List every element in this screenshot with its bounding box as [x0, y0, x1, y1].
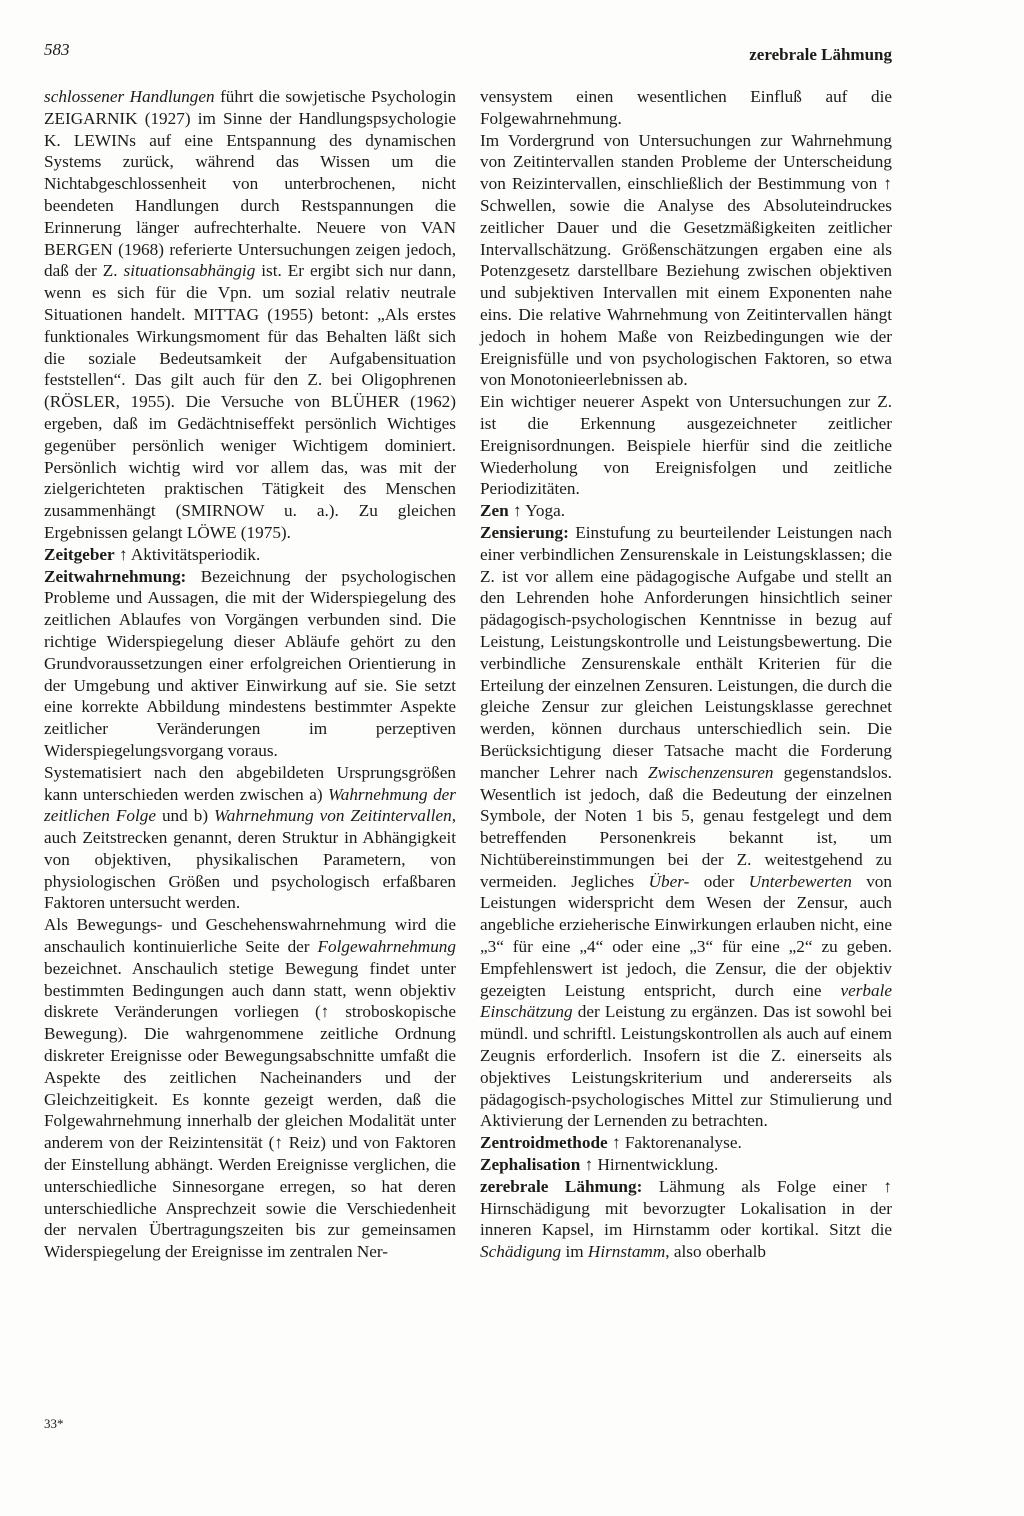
page-number: 583	[44, 40, 70, 59]
entry-zeitwahrnehmung: Zeitwahrnehmung: Bezeichnung der psychologischen Probleme und Aussagen, die mit der Widerspiegelung des zeitlichen Ablaufes von Vorgängen verbunden sind. Die richtige Widerspiegelung dieser Abläufe gehört zu den Grundvoraussetzungen einer erfolgreichen Orientierung in der Umgebung und aktiver Einwirkung auf sie. Sie setzt eine korrekte Abbildung mindestens bestimmter Aspekte zeitlicher Veränderungen im perzeptiven Widerspiegelungsvorgang voraus.	[44, 566, 456, 760]
paragraph-zeitintervalle: Im Vordergrund von Untersuchungen zur Wahrnehmung von Zeitintervallen standen Probleme der Unterscheidung von Reizintervallen, einschließlich der Bestimmung von ↑ Schwellen, sowie die Analyse des Absoluteindruckes zeitlicher Dauer und die Gesetzmäßigkeiten zeitlicher Intervallschätzung. Größenschätzungen ergaben eine als Potenzgesetz darstellbare Beziehung zwischen objektiven und subjektiven Intervallen mit einem Exponenten nahe eins. Die relative Wahrnehmung von Zeitintervallen hängt jedoch in hohem Maße von Reizbedingungen wie der Ereignisfülle und von psychologischen Faktoren, so etwa von Monotonieerlebnissen ab.	[480, 130, 892, 390]
right-column	[480, 86, 892, 1263]
paragraph-ereignisordnungen: Ein wichtiger neuerer Aspekt von Untersuchungen zur Z. ist die Erkennung ausgezeichneter zeitlicher Ereignisordnungen. Beispiele hierfür sind die zeitliche Wiederholung von Ereignisfolgen und zeitliche Periodizitäten.	[480, 392, 892, 499]
paragraph-bewegung: Als Bewegungs- und Geschehenswahrnehmung wird die anschaulich kontinuierliche Seite der Folgewahrnehmung bezeichnet. Anschaulich stetige Bewegung findet unter bestimmten Bedingungen auch dann statt, wenn objektiv diskrete Veränderungen vorliegen (↑ stroboskopische Bewegung). Die wahrgenommene zeitliche Ordnung diskreter Ereignisse oder Bewegungsabschnitte umfaßt die Aspekte des zeitlichen Nacheinanders und der Gleichzeitigkeit. Es konnte gezeigt werden, daß die Folgewahrnehmung innerhalb der gleichen Modalität unter anderem von der Reizintensität (↑ Reiz) und von Faktoren der Einstellung abhängt. Werden Ereignisse verglichen, die unterschiedliche Sinnesorgane erregen, so hat deren unterschiedliche Ansprechzeit sowie die Verschiedenheit der nervalen Übertragungszeiten bis zur gemeinsamen Widerspiegelung der Ereignisse im zentralen Ner-	[44, 915, 456, 1262]
paragraph-continuation: vensystem einen wesentlichen Einfluß auf die Folgewahrnehmung.	[480, 87, 892, 128]
running-head: zerebrale Lähmung	[749, 45, 892, 64]
entry-zensierung: Zensierung: Einstufung zu beurteilender Leistungen nach einer verbindlichen Zensurenskale in Leistungsklassen; die Z. ist vor allem eine pädagogische Aufgabe und stellt an den Lehrenden hohe Anforderungen hinsichtlich seiner pädagogisch-psychologischen Kenntnisse in bezug auf Leistung, Leistungskontrolle und Leistungsbewertung. Die verbindliche Zensurenskale enthält Kriterien für die Erteilung der einzelnen Zensuren. Leistungen, die durch die gleiche Zensur zur gleichen Leistungsklasse gerechnet werden, können durchaus unterschiedlich sein. Die Berücksichtigung dieser Tatsache macht die Forderung mancher Lehrer nach Zwischenzensuren gegenstandslos. Wesentlich ist jedoch, daß die Bedeutung der einzelnen Symbole, der Noten 1 bis 5, genau festgelegt und dem betreffenden Personenkreis bekannt ist, um Nichtübereinstimmungen bei der Z. weitestgehend zu vermeiden. Jegliches Über- oder Unterbewerten von Leistungen widerspricht dem Wesen der Zensur, auch angebliche erzieherische Einwirkungen erlauben nicht, eine „3“ für eine „4“ oder eine „3“ für eine „2“ zu geben. Empfehlenswert ist jedoch, die Zensur, die der objektiv gezeigten Leistung entspricht, durch eine verbale Einschätzung der Leistung zu ergänzen. Das ist sowohl bei mündl. und schriftl. Leistungskontrollen als auch auf einem Zeugnis erforderlich. Insofern ist die Z. einerseits als objektives Leistungskriterium und andererseits als pädagogisch-psychologisches Mittel zur Stimulierung und Aktivierung der Lernenden zu betrachten.	[480, 522, 892, 1131]
entry-zeitgeber: Zeitgeber ↑ Aktivitätsperiodik.	[44, 544, 261, 564]
entry-zephalisation: Zephalisation ↑ Hirnentwicklung.	[480, 1155, 719, 1175]
paragraph-zeigarnik: schlossener Handlungen führt die sowjetische Psychologin ZEIGARNIK (1927) im Sinne der Handlungspsychologie K. LEWINs auf eine Entspannung des dynamischen Systems zurück, während das Wissen um die Nichtabgeschlossenheit von unterbrochenen, nicht beendeten Handlungen durch Restspannungen die Erinnerung länger aufrechterhalte. Neuere von VAN BERGEN (1968) referierte Untersuchungen zeigen jedoch, daß der Z. situationsabhängig ist. Er ergibt sich nur dann, wenn es sich für die Vpn. um sozial relativ neutrale Situationen handelt. MITTAG (1955) betont: „Als erstes funktionales Wirkungsmoment für das Behalten läßt sich die soziale Bedeutsamkeit der Aufgabensituation feststellen“. Das gilt auch für den Z. bei Oligophrenen (RÖSLER, 1955). Die Versuche von BLÜHER (1962) ergeben, daß im Gedächtniseffekt persönlich Wichtiges gegenüber persönlich weniger Wichtigem dominiert. Persönlich wichtig wird vor allem das, was mit der zielgerichteten praktischen Tätigkeit des Menschen zusammenhängt (SMIRNOW u. a.). Zu gleichen Ergebnissen gelangt LÖWE (1975).	[44, 87, 457, 542]
signature-mark: 33*	[44, 1416, 64, 1431]
entry-zen: Zen ↑ Yoga.	[480, 501, 566, 521]
entry-zerebrale-laehmung: zerebrale Lähmung: Lähmung als Folge einer ↑ Hirnschädigung mit bevorzugter Lokalisation in der inneren Kapsel, im Hirnstamm oder kortikal. Sitzt die Schädigung im Hirnstamm, also oberhalb	[480, 1176, 892, 1262]
left-column	[44, 86, 456, 1263]
entry-zentroidmethode: Zentroidmethode ↑ Faktorenanalyse.	[480, 1133, 742, 1153]
paragraph-systematisiert: Systematisiert nach den abgebildeten Ursprungsgrößen kann unterschieden werden zwischen a) Wahrnehmung der zeitlichen Folge und b) Wahrnehmung von Zeitintervallen, auch Zeitstrecken genannt, deren Struktur in Abhängigkeit von objektiven, physikalischen Parametern, von physiologischen Größen und psychologisch erfaßbaren Faktoren untersucht werden.	[44, 762, 456, 913]
